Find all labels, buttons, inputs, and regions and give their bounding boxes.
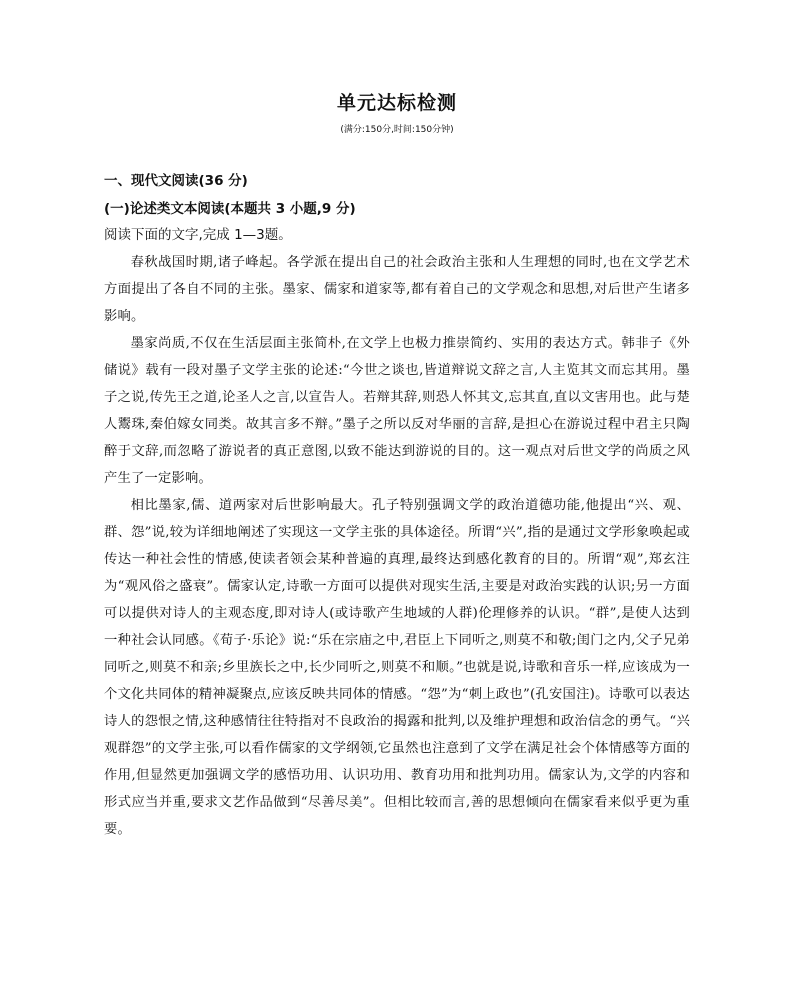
paragraph: 相比墨家,儒、道两家对后世影响最大。孔子特别强调文学的政治道德功能,他提出“兴、观、群、怨”说,较为详细地阐述了实现这一文学主张的具体途径。所谓“兴”,指的是通过文学形象唤起或传达一种社会性的情感,使读者领会某种普遍的真理,最终达到感化教育的目的。所谓“观”,郑玄注为“观风俗之盛衰”。儒家认定,诗歌一方面可以提供对现实生活,主要是对政治实践的认识;另一方面可以提供对诗人的主观态度,即对诗人(或诗歌产生地域的人群)伦理修养的认识。“群”,是使人达到一种社会认同感。《荀子·乐论》说:“乐在宗庙之中,君臣上下同听之,则莫不和敬;闺门之内,父子兄弟同听之,则莫不和亲;乡里族长之中,长少同听之,则莫不和顺。”也就是说,诗歌和音乐一样,应该成为一个文化共同体的精神凝聚点,应该反映共同体的情感。“怨”为“刺上政也”(孔安国注)。诗歌可以表达诗人的怨恨之情,这种感情往往特指对不良政治的揭露和批判,以及维护理想和政治信念的勇气。“兴观群怨”的文学主张,可以看作儒家的文学纲领,它虽然也注意到了文学在满足社会个体情感等方面的作用,但显然更加强调文学的感悟功用、认识功用、教育功用和批判功用。儒家认为,文学的内容和形式应当并重,要求文艺作品做到“尽善尽美”。但相比较而言,善的思想倾向在儒家看来似乎更为重要。 — [104, 498, 690, 837]
section-heading: 一、现代文阅读(36 分) — [104, 173, 248, 189]
exam-meta: (满分:150分,时间:150分钟) — [340, 125, 454, 135]
passage-body — [104, 249, 690, 843]
paragraph: 墨家尚质,不仅在生活层面主张简朴,在文学上也极力推崇简约、实用的表达方式。韩非子《外储说》载有一段对墨子文学主张的论述:“今世之谈也,皆道辩说文辞之言,人主览其文而忘其用。墨子之说,传先王之道,论圣人之言,以宣告人。若辩其辞,则恐人怀其文,忘其直,直以文害用也。此与楚人鬻珠,秦伯嫁女同类。故其言多不辩。”墨子之所以反对华丽的言辞,是担心在游说过程中君主只陶醉于文辞,而忽略了游说者的真正意图,以致不能达到游说的目的。这一观点对后世文学的尚质之风产生了一定影响。 — [104, 336, 690, 486]
reading-instruction: 阅读下面的文字,完成 1—3题。 — [104, 227, 292, 243]
paragraph: 春秋战国时期,诸子峰起。各学派在提出自己的社会政治主张和人生理想的同时,也在文学艺术方面提出了各自不同的主张。墨家、儒家和道家等,都有着自己的文学观念和思想,对后世产生诸多影响。 — [104, 255, 690, 324]
page-title: 单元达标检测 — [336, 92, 457, 114]
subsection-heading: (一)论述类文本阅读(本题共 3 小题,9 分) — [104, 201, 356, 217]
